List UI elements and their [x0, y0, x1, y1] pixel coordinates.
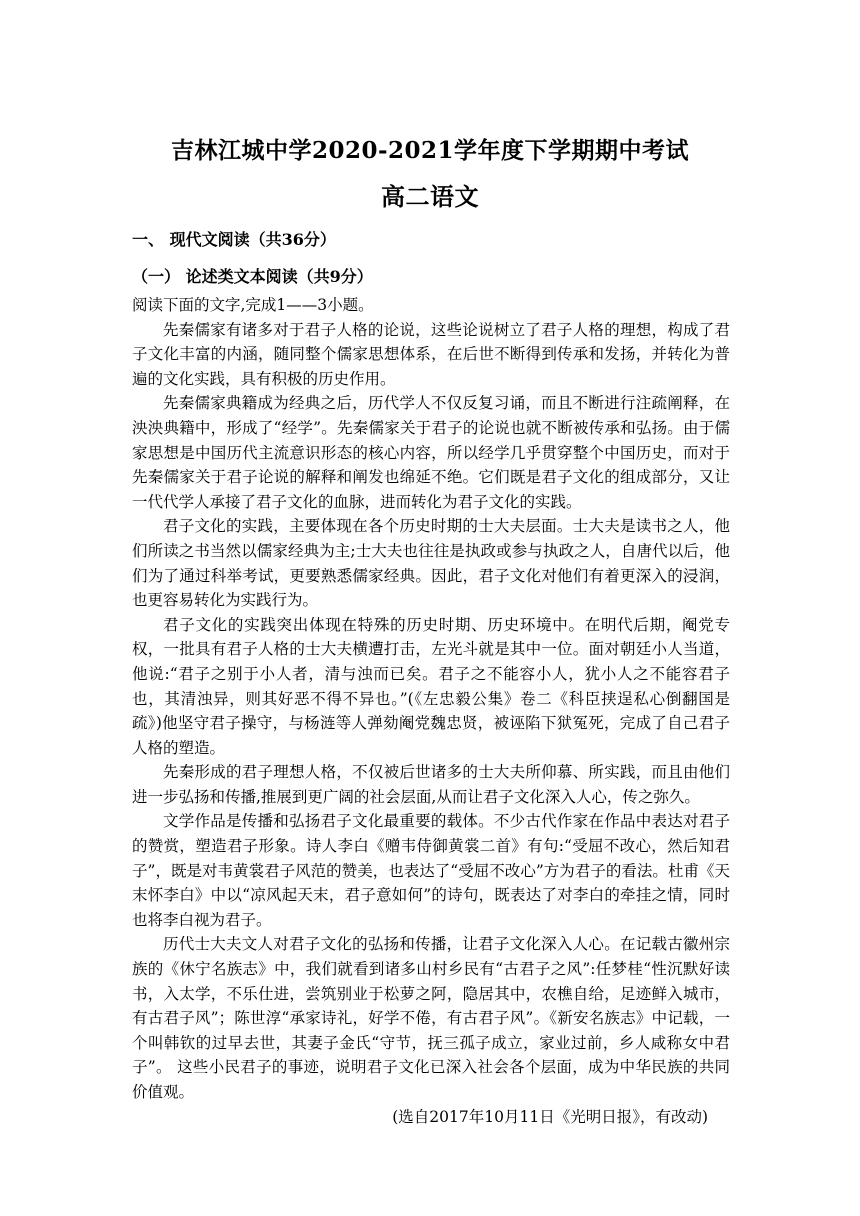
- reading-instruction: 阅读下面的文字,完成1——3小题。: [132, 296, 374, 314]
- subsection-heading: （一） 论述类文本阅读（共9分）: [132, 267, 373, 286]
- passage-paragraph-4: 君子文化的实践突出体现在特殊的历史时期、历史环境中。在明代后期，阉党专权，一批具有君子人格的士大夫横遭打击，左光斗就是其中一位。面对朝廷小人当道，他说:“君子之别于小人者，清与浊而已矣。君子之不能容小人，犹小人之不能容君子也，其清浊异，则其好恶不得不异也。”(《左忠毅公集》卷二《科臣挟逞私心倒翻国是疏》)他坚守君子操守，与杨涟等人弹劾阉党魏忠贤，被诬陷下狱冤死，完成了自己君子人格的塑造。: [132, 615, 730, 757]
- passage-paragraph-7: 历代士大夫文人对君子文化的弘扬和传播，让君子文化深入人心。在记载古徽州宗族的《休宁名族志》中，我们就看到诸多山村乡民有“古君子之风”:任梦桂“性沉默好读书，入太学，不乐仕进，尝筑别业于松萝之阿，隐居其中，农樵自给，足迹鲜入城市，有古君子风”；陈世淳“承家诗礼，好学不倦，有古君子风”。《新安名族志》中记载，一个叫韩钦的过早去世，其妻子金氏“守节，抚三孤子成立，家业过前，乡人咸称女中君子”。 这些小民君子的事迹，说明君子文化已深入社会各个层面，成为中华民族的共同价值观。: [132, 935, 730, 1101]
- reading-passage: [132, 293, 730, 1129]
- passage-paragraph-5: 先秦形成的君子理想人格，不仅被后世诸多的士大夫所仰慕、所实践，而且由他们进一步弘扬和传播,推展到更广阔的社会层面,从而让君子文化深入人心，传之弥久。: [132, 763, 730, 806]
- passage-paragraph-2: 先秦儒家典籍成为经典之后，历代学人不仅反复习诵，而且不断进行注疏阐释，在泱泱典籍中，形成了“经学”。先秦儒家关于君子的论说也就不断被传承和弘扬。由于儒家思想是中国历代主流意识形态的核心内容，所以经学几乎贯穿整个中国历史，而对于先秦儒家关于君子论说的解释和阐发也绵延不绝。它们既是君子文化的组成部分，又让一代代学人承接了君子文化的血脉，进而转化为君子文化的实践。: [132, 394, 730, 511]
- exam-subject: 高二语文: [381, 182, 479, 211]
- passage-paragraph-3: 君子文化的实践，主要体现在各个历史时期的士大夫层面。士大夫是读书之人，他们所读之书当然以儒家经典为主;士大夫也往往是执政或参与执政之人，自唐代以后，他们为了通过科举考试，更要熟悉儒家经典。因此，君子文化对他们有着更深入的浸润，也更容易转化为实践行为。: [132, 517, 730, 610]
- section-heading: 一、 现代文阅读（共36分）: [132, 230, 336, 249]
- passage-paragraph-1: 先秦儒家有诸多对于君子人格的论说，这些论说树立了君子人格的理想，构成了君子文化丰富的内涵，随同整个儒家思想体系，在后世不断得到传承和发扬，并转化为普遍的文化实践，具有积极的历史作用。: [132, 320, 730, 388]
- passage-paragraph-6: 文学作品是传播和弘扬君子文化最重要的载体。不少古代作家在作品中表达对君子的赞赏，塑造君子形象。诗人李白《赠韦侍御黄裳二首》有句:“受屈不改心，然后知君子”，既是对韦黄裳君子风范的赞美，也表达了“受屈不改心”方为君子的看法。杜甫《天末怀李白》中以“凉风起天末，君子意如何”的诗句，既表达了对李白的牵挂之情，同时也将李白视为君子。: [132, 812, 730, 929]
- exam-title: 吉林江城中学2020-2021学年度下学期期中考试: [170, 137, 690, 164]
- passage-source: (选自2017年10月11日《光明日报》，有改动): [392, 1107, 708, 1126]
